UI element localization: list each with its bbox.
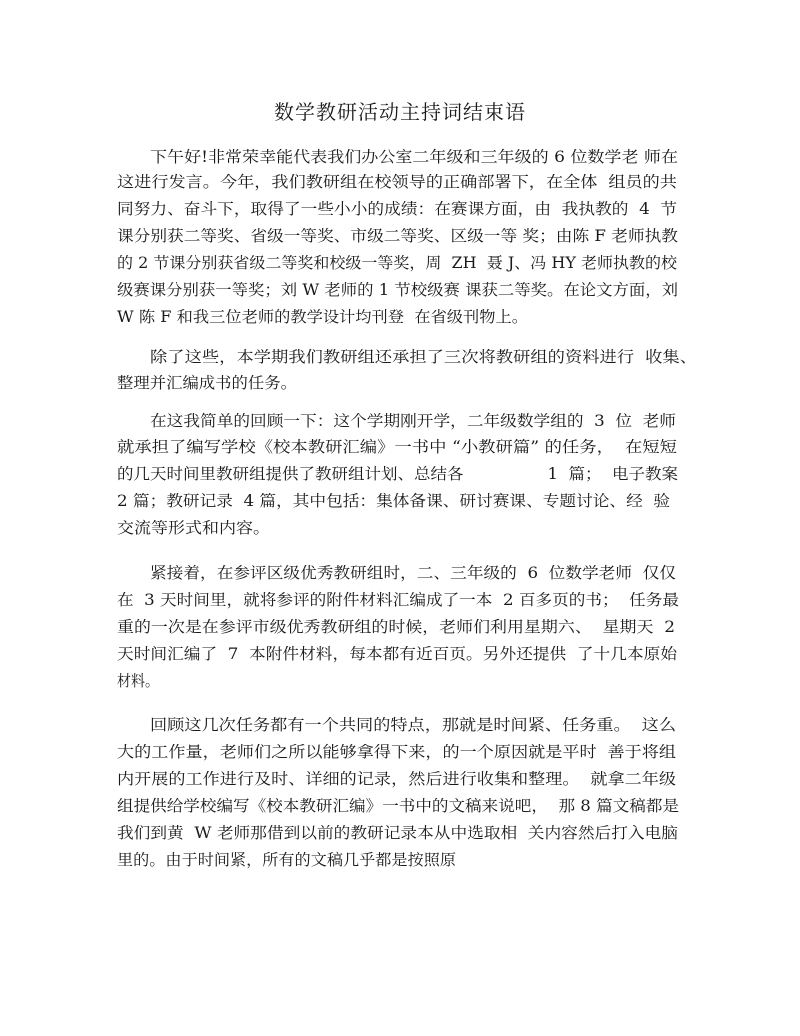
- text-line: 交流等形式和内容。: [117, 519, 271, 537]
- text-line: 整理并汇编成书的任务。: [117, 374, 297, 392]
- text-line: 材料。: [117, 672, 159, 690]
- text-line: 内开展的工作进行及时、详细的记录，然后进行收集和整理。 就拿二年级: [117, 770, 677, 788]
- text-line: 在 3 天时间里，就将参评的附件材料汇编成了一本 2 百多页的书； 任务最: [117, 591, 680, 609]
- text-line: 级赛课分别获一等奖；刘 W 老师的 1 节校级赛 课获二等奖。在论文方面，刘: [117, 281, 678, 299]
- text-line: 天时间汇编了 7 本附件材料，每本都有近百页。另外还提供 了十几本原始: [117, 645, 678, 663]
- text-line: 大的工作量，老师们之所以能够拿得下来，的一个原因就是平时 善于将组: [117, 743, 677, 761]
- text-line: 就承担了编写学校《校本教研汇编》一书中 “小教研篇” 的任务， 在短短: [117, 438, 677, 456]
- text-line: 除了这些，本学期我们教研组还承担了三次将教研组的资料进行 收集、: [150, 348, 697, 366]
- text-line: 的 2 节课分别获省级二等奖和校级一等奖，周 ZH 聂 J、冯 HY 老师执教的校: [117, 254, 677, 272]
- document-title: 数学教研活动主持词结束语: [274, 100, 526, 124]
- text-line: W 陈 F 和我三位老师的教学设计均刊登 在省级刊物上。: [117, 308, 529, 326]
- text-line: 紧接着，在参评区级优秀教研组时，二、三年级的 6 位数学老师 仅仅: [150, 564, 676, 582]
- text-line: 在这我简单的回顾一下：这个学期刚开学，二年级数学组的 3 位 老师: [150, 412, 676, 430]
- text-line: 回顾这几次任务都有一个共同的特点，那就是时间紧、任务重。 这么: [150, 716, 677, 734]
- text-line: 里的。由于时间紧，所有的文稿几乎都是按照原: [117, 851, 456, 869]
- text-line: 重的一次是在参评市级优秀教研组的时候，老师们利用星期六、 星期天 2: [117, 618, 676, 636]
- text-line: 课分别获二等奖、省级一等奖、市级二等奖、区级一等 奖；由陈 F 老师执教: [117, 227, 678, 245]
- text-line: 的几天时间里教研组提供了教研组计划、总结各 1 篇； 电子教案: [117, 465, 678, 483]
- text-line: 下午好!非常荣幸能代表我们办公室二年级和三年级的 6 位数学老 师在: [150, 148, 678, 166]
- text-line: 同努力、奋斗下，取得了一些小小的成绩：在赛课方面，由 我执教的 4 节: [117, 200, 678, 218]
- text-line: 2 篇；教研记录 4 篇，其中包括：集体备课、研讨赛课、专题讨论、经 验: [117, 492, 671, 510]
- text-line: 这进行发言。今年，我们教研组在校领导的正确部署下，在全体 组员的共: [117, 173, 677, 191]
- text-line: 我们到黄 W 老师那借到以前的教研记录本从中选取相 关内容然后打入电脑: [117, 824, 678, 842]
- text-line: 组提供给学校编写《校本教研汇编》一书中的文稿来说吧， 那 8 篇文稿都是: [117, 797, 680, 815]
